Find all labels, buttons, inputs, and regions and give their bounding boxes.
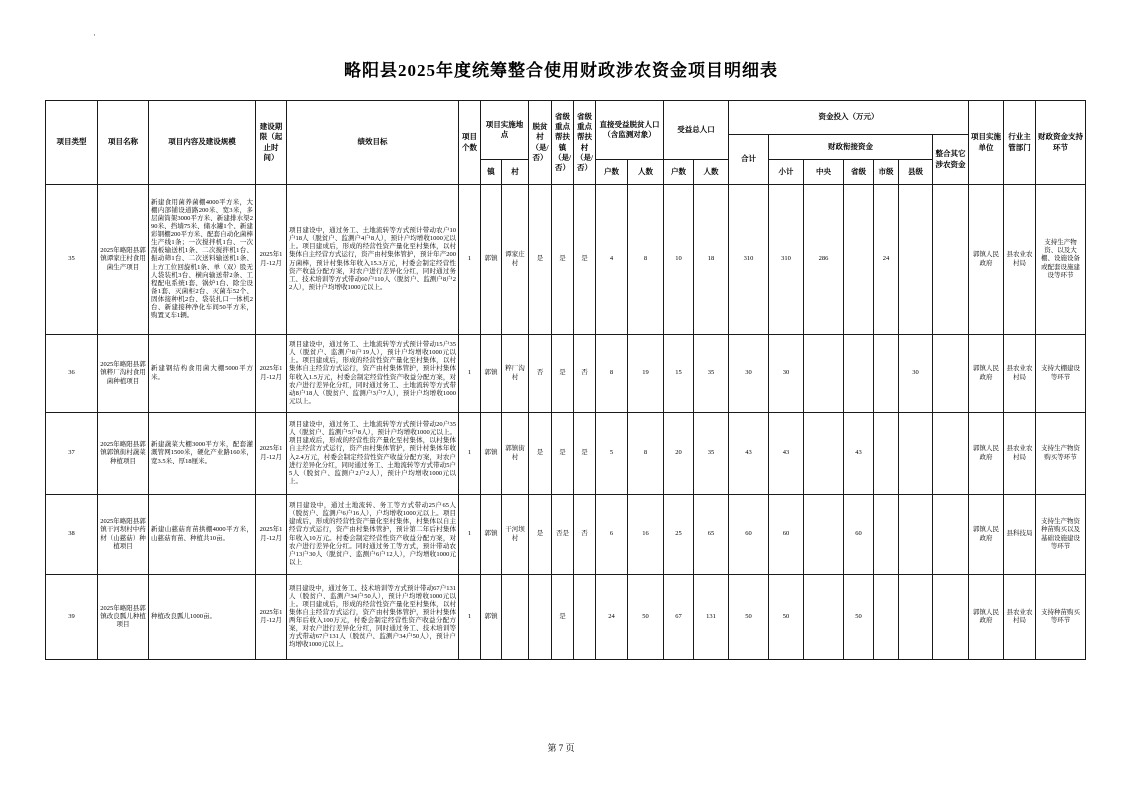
cell-subtotal: 310 xyxy=(769,185,804,335)
header-project-name: 项目名称 xyxy=(98,101,149,185)
cell-no: 37 xyxy=(46,413,98,495)
header-period: 建设期限（起止时间） xyxy=(256,101,287,185)
cell-pk xyxy=(529,575,552,660)
cell-count: 1 xyxy=(459,413,481,495)
cell-subtotal: 43 xyxy=(769,413,804,495)
cell-no: 39 xyxy=(46,575,98,660)
cell-link: 支持种苗购买等环节 xyxy=(1036,575,1086,660)
cell-pk: 是 xyxy=(529,495,552,575)
cell-provincial xyxy=(844,185,874,335)
cell-central xyxy=(804,495,844,575)
cell-content: 新建山慈菇育苗拱棚4000平方米，山慈菇育苗、种植共10亩。 xyxy=(149,495,256,575)
cell-town: 郭镇 xyxy=(481,495,502,575)
header-content-scale: 项目内容及建设规模 xyxy=(149,101,256,185)
cell-pk: 是 xyxy=(529,413,552,495)
cell-town: 郭镇 xyxy=(481,185,502,335)
cell-dept: 县农业农村局 xyxy=(1004,413,1036,495)
header-direct-people: 人数 xyxy=(628,160,664,185)
cell-tbh: 25 xyxy=(664,495,694,575)
header-town: 镇 xyxy=(481,160,502,185)
header-linkage-funds: 财政衔接资金 xyxy=(769,135,933,160)
cell-link: 支持生产物资购买等环节 xyxy=(1036,413,1086,495)
cell-performance: 项目建设中，通过务工、技术培训等方式预计带动67户131人（脱贫户、监测户34户50人），预计户均增收1000元以上。项目建成后，形成的经营性资产量化至村集体，以村集体自主经营方式运行，资产由村集体管护，预计村集体两年后收入100万元，村委会制定经营性资产收益分配方案，对农户进行差异化分红，同时通过务工、技术培训等方式带动67户131人（脱贫户、监测户34户50人），预计户均增收1000元以上。 xyxy=(287,575,459,660)
cell-content: 种植改良瓢儿1000亩。 xyxy=(149,575,256,660)
cell-county xyxy=(899,495,933,575)
cell-village: 粹厂沟村 xyxy=(502,335,529,413)
header-count: 项目个数 xyxy=(459,101,481,185)
header-direct-benefit: 直接受益脱贫人口（含监测对象） xyxy=(596,101,664,160)
header-dept: 行业主管部门 xyxy=(1004,101,1036,185)
table-row xyxy=(46,575,1086,660)
cell-village: 干河坝村 xyxy=(502,495,529,575)
cell-unit: 郭镇人民政府 xyxy=(969,335,1004,413)
header-other-funds: 整合其它涉农资金 xyxy=(933,135,969,185)
cell-pt: 是 xyxy=(552,413,574,495)
cell-performance: 项目建设中，通过务工、土地流转等方式预计带动15户35人（脱贫户、监测户8户19人），预计户均增收1000元以上。项目建成后，形成的经营性资产量化至村集体，以村集体自主经营方式运行，资产由村集体管护，预计村集体年收入1.5万元，村委会制定经营性资产收益分配方案，对农户进行差异化分红，同时通过务工、土地流转等方式带动8户18人（脱贫户、监测户3户7人），预计户均增收1000元以上。 xyxy=(287,335,459,413)
cell-pk: 是 xyxy=(529,185,552,335)
header-total-people: 人数 xyxy=(694,160,729,185)
cell-pv: 否 xyxy=(574,335,596,413)
cell-name: 2025年略阳县郭镇粹厂沟村食用菌种植项目 xyxy=(98,335,149,413)
cell-pt: 是 xyxy=(552,575,574,660)
cell-content: 新建蔬菜大棚3000平方米，配套灌溉管网1500米，硬化产业路160米，宽3.5米、厚18厘米。 xyxy=(149,413,256,495)
header-performance: 绩效目标 xyxy=(287,101,459,185)
cell-link: 支持生产物资、以及大棚、设施设备或配套设施建设等环节 xyxy=(1036,185,1086,335)
cell-total: 30 xyxy=(729,335,769,413)
cell-total: 310 xyxy=(729,185,769,335)
cell-tbp: 65 xyxy=(694,495,729,575)
cell-dept: 县农业农村局 xyxy=(1004,335,1036,413)
cell-tbp: 35 xyxy=(694,335,729,413)
cell-pt: 是 xyxy=(552,185,574,335)
header-prov-key-village: 省级重点帮扶村（是/否） xyxy=(574,101,596,185)
cell-total: 43 xyxy=(729,413,769,495)
cell-other xyxy=(933,495,969,575)
cell-name: 2025年略阳县郭镇谭家庄村食用菌生产项目 xyxy=(98,185,149,335)
cell-name: 2025年略阳县郭镇郭镇街村蔬菜种植项目 xyxy=(98,413,149,495)
cell-village: 谭家庄村 xyxy=(502,185,529,335)
cell-municipal xyxy=(874,575,899,660)
cell-provincial xyxy=(844,335,874,413)
header-poverty-village: 脱贫村（是/否） xyxy=(529,101,552,185)
cell-pt: 是 xyxy=(552,335,574,413)
cell-village xyxy=(502,575,529,660)
cell-tbh: 15 xyxy=(664,335,694,413)
header-impl-unit: 项目实施单位 xyxy=(969,101,1004,185)
cell-unit: 郭镇人民政府 xyxy=(969,413,1004,495)
cell-dbp: 8 xyxy=(628,413,664,495)
cell-no: 36 xyxy=(46,335,98,413)
cell-central xyxy=(804,413,844,495)
cell-performance: 项目建设中，通过土地流转、务工等方式带动25户65人（脱贫户、监测户6户16人），户均增收1000元以上。项目建成后，形成的经营性资产量化至村集体，村集体以自主经营方式运行，资产由村集体管护，预计第二年后村集体年收入10万元。村委会制定经营性资产收益分配方案，对农户进行差异化分红。同时通过务工等方式，预计带动农户13户30人（脱贫户、监测户6户12人），户均增收1000元以上 xyxy=(287,495,459,575)
cell-town: 郭镇 xyxy=(481,413,502,495)
cell-provincial: 43 xyxy=(844,413,874,495)
cell-pk: 否 xyxy=(529,335,552,413)
cell-other xyxy=(933,335,969,413)
cell-total: 60 xyxy=(729,495,769,575)
cell-central xyxy=(804,335,844,413)
cell-name: 2025年略阳县郭镇干河坝村中药材（山慈菇）种植项目 xyxy=(98,495,149,575)
cell-central xyxy=(804,575,844,660)
cell-dbp: 16 xyxy=(628,495,664,575)
cell-municipal xyxy=(874,335,899,413)
cell-county xyxy=(899,185,933,335)
cell-county: 30 xyxy=(899,335,933,413)
cell-municipal xyxy=(874,413,899,495)
cell-dept: 县农业农村局 xyxy=(1004,185,1036,335)
cell-unit: 郭镇人民政府 xyxy=(969,185,1004,335)
cell-county xyxy=(899,413,933,495)
header-central: 中央 xyxy=(804,160,844,185)
cell-municipal: 24 xyxy=(874,185,899,335)
cell-pv: 是 xyxy=(574,413,596,495)
cell-dbh: 6 xyxy=(596,495,628,575)
cell-tbp: 18 xyxy=(694,185,729,335)
cell-dbh: 5 xyxy=(596,413,628,495)
stray-mark: · xyxy=(93,30,96,40)
header-provincial: 省级 xyxy=(844,160,874,185)
header-total: 合计 xyxy=(729,135,769,185)
cell-tbp: 131 xyxy=(694,575,729,660)
cell-pv xyxy=(574,575,596,660)
cell-unit: 郭镇人民政府 xyxy=(969,495,1004,575)
cell-link: 支持生产物资种苗购买以及基础设施建设等环节 xyxy=(1036,495,1086,575)
header-total-households: 户数 xyxy=(664,160,694,185)
page-number: 第 7 页 xyxy=(547,743,575,753)
cell-period: 2025年1月-12月 xyxy=(256,575,287,660)
cell-period: 2025年1月-12月 xyxy=(256,335,287,413)
cell-other xyxy=(933,575,969,660)
header-project-type: 项目类型 xyxy=(46,101,98,185)
cell-period: 2025年1月-12月 xyxy=(256,185,287,335)
cell-tbh: 10 xyxy=(664,185,694,335)
cell-dbh: 8 xyxy=(596,335,628,413)
header-total-benefit: 受益总人口 xyxy=(664,101,729,160)
cell-town: 郭镇 xyxy=(481,575,502,660)
header-village: 村 xyxy=(502,160,529,185)
page-title: 略阳县2025年度统筹整合使用财政涉农资金项目明细表 xyxy=(344,61,778,80)
header-funds: 资金投入（万元） xyxy=(729,101,969,135)
cell-subtotal: 50 xyxy=(769,575,804,660)
cell-central: 286 xyxy=(804,185,844,335)
cell-municipal xyxy=(874,495,899,575)
cell-name: 2025年略阳县郭镇改良瓢儿种植项目 xyxy=(98,575,149,660)
cell-content: 新建食用菌养菌棚4000平方米，大棚内部铺设道路200米、宽3米，多层菌筒架3000平方米、新建排水渠290米、挡墙75米、储水罐1个、新建彩钢棚200平方米、配套自动化菌棒生产线1条；一次搅拌机1台、一次刮板输送机1条、二次搅拌机1台、振动筛1台、二次送料输送机1条、上方工位回旋机1条、单（双）股无人袋装机3台、横向输送带2条、工程配电系统1套、锅炉1台、除尘设备1套、灭菌柜2台、灭菌车52个、固体接种机2台、袋装扎口一体机2台、新建接种净化车间50平方米，购置叉车1辆。 xyxy=(149,185,256,335)
cell-other xyxy=(933,413,969,495)
header-prov-key-town: 省级重点帮扶镇（是/否） xyxy=(552,101,574,185)
cell-pv: 否 xyxy=(574,495,596,575)
cell-subtotal: 60 xyxy=(769,495,804,575)
header-direct-households: 户数 xyxy=(596,160,628,185)
header-subtotal: 小计 xyxy=(769,160,804,185)
cell-pt: 否是 xyxy=(552,495,574,575)
cell-count: 1 xyxy=(459,185,481,335)
cell-dbh: 24 xyxy=(596,575,628,660)
cell-dbp: 19 xyxy=(628,335,664,413)
cell-dept: 县科技局 xyxy=(1004,495,1036,575)
cell-subtotal: 30 xyxy=(769,335,804,413)
cell-tbp: 35 xyxy=(694,413,729,495)
table-row xyxy=(46,185,1086,335)
header-support-link: 财政资金支持环节 xyxy=(1036,101,1086,185)
cell-other xyxy=(933,185,969,335)
cell-content: 新建钢结构食用菌大棚5000平方米。 xyxy=(149,335,256,413)
projects-table xyxy=(45,100,1086,660)
cell-no: 35 xyxy=(46,185,98,335)
header-county: 县级 xyxy=(899,160,933,185)
cell-dbp: 8 xyxy=(628,185,664,335)
header-location: 项目实施地点 xyxy=(481,101,529,160)
cell-town: 郭镇 xyxy=(481,335,502,413)
cell-tbh: 67 xyxy=(664,575,694,660)
cell-count: 1 xyxy=(459,335,481,413)
header-municipal: 市级 xyxy=(874,160,899,185)
cell-period: 2025年1月-12月 xyxy=(256,413,287,495)
cell-county xyxy=(899,575,933,660)
cell-performance: 项目建设中，通过务工、土地流转等方式预计带动农户10户18人（脱贫户、监测户4户8人），预计户均增收1000元以上。项目建成后，形成的经营性资产量化至村集体，以村集体自主经营方式运行，资产由村集体管护，预计年产200万菌棒，预计村集体年收入15.3万元，村委会制定经营性资产收益分配方案，对农户进行差异化分红，同时通过务工、技术培训等方式带动60户110人（脱贫户、监测户8户22人），预计户均增收1000元以上。 xyxy=(287,185,459,335)
cell-count: 1 xyxy=(459,575,481,660)
table-row xyxy=(46,413,1086,495)
cell-dbp: 50 xyxy=(628,575,664,660)
cell-unit: 郭镇人民政府 xyxy=(969,575,1004,660)
table-row xyxy=(46,335,1086,413)
cell-no: 38 xyxy=(46,495,98,575)
cell-count: 1 xyxy=(459,495,481,575)
cell-provincial: 60 xyxy=(844,495,874,575)
cell-provincial: 50 xyxy=(844,575,874,660)
cell-performance: 项目建设中，通过务工、土地流转等方式预计带动20户35人（脱贫户、监测户5户8人），预计户均增收1000元以上。项目建成后，形成的经营性资产量化至村集体，以村集体自主经营方式运行，资产由村集体管护，预计村集体年收入2.4万元，村委会制定经营性资产收益分配方案，对农户进行差异化分红，同时通过务工、土地流转等方式带动5户5人（脱贫户、监测户2户2人），预计户均增收1000元以上。 xyxy=(287,413,459,495)
cell-pv: 是 xyxy=(574,185,596,335)
cell-tbh: 20 xyxy=(664,413,694,495)
cell-total: 50 xyxy=(729,575,769,660)
cell-dept: 县农业农村局 xyxy=(1004,575,1036,660)
cell-village: 郭镇街村 xyxy=(502,413,529,495)
cell-period: 2025年1月-12月 xyxy=(256,495,287,575)
table-row xyxy=(46,495,1086,575)
cell-dbh: 4 xyxy=(596,185,628,335)
cell-link: 支持大棚建设等环节 xyxy=(1036,335,1086,413)
